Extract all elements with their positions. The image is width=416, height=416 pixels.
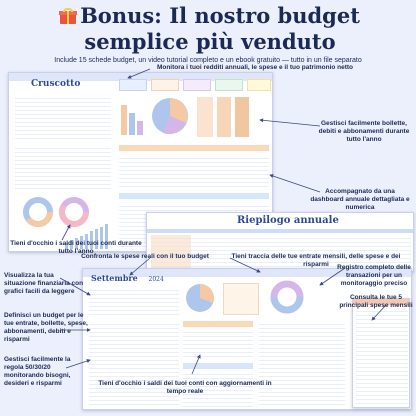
month-year: 2024 (148, 276, 164, 283)
month-pie (183, 281, 217, 315)
summary-title: Riepilogo annuale (237, 215, 339, 226)
month-title (91, 273, 164, 283)
transactions-sheet (352, 298, 410, 408)
subtitle: Include 15 schede budget, un video tutorial completo e un ebook gratuito — tutto in un file separato (54, 57, 362, 64)
callout-track-monthly: Tieni traccia delle tue entrate mensili, delle spese e dei risparmi (231, 253, 401, 268)
callout-monitor: Monitora i tuoi redditi annuali, le spese e il tuo patrimonio netto (156, 64, 354, 71)
title-text: Bonus: Il nostro budget semplice più venduto (80, 3, 360, 54)
dashboard-donut-1 (23, 197, 53, 227)
callout-dashboard: Accompagnato da una dashboard annuale dettagliata e numerica (310, 188, 410, 211)
callout-compare: Confronta le spese reali con il tuo budget (81, 253, 209, 260)
callout-balances-year: Tieni d'occhio i saldi dei tuoi conti durante tutto l'anno (10, 240, 142, 255)
gift-icon (60, 8, 76, 24)
page-title (20, 3, 400, 55)
dashboard-pie (149, 95, 191, 137)
callout-rule: Gestisci facilmente la regola 50/30/20 monitorando bisogni, desideri e risparmi (4, 356, 71, 387)
dashboard-title: Cruscotto (31, 79, 81, 89)
callout-transactions: Registro completo delle transazioni per un monitoraggio preciso (337, 264, 411, 287)
callout-realtime: Tieni d'occhio i saldi dei tuoi conti con aggiornamenti in tempo reale (98, 380, 272, 395)
callout-bills: Gestisci facilmente bollette, debiti e abbonamenti durante tutto l'anno (318, 120, 410, 143)
month-name: Settembre (91, 273, 138, 283)
month-donut (269, 279, 305, 315)
callout-define-budget: Definisci un budget per le tue entrate, bollette, spese, abbonamenti, debiti e risparmi (4, 312, 88, 343)
callout-visualize: Visualizza la tua situazione finanziaria con grafici facili da leggere (4, 272, 84, 295)
callout-top5: Consulta le tue 5 principali spese mensili (339, 294, 413, 309)
